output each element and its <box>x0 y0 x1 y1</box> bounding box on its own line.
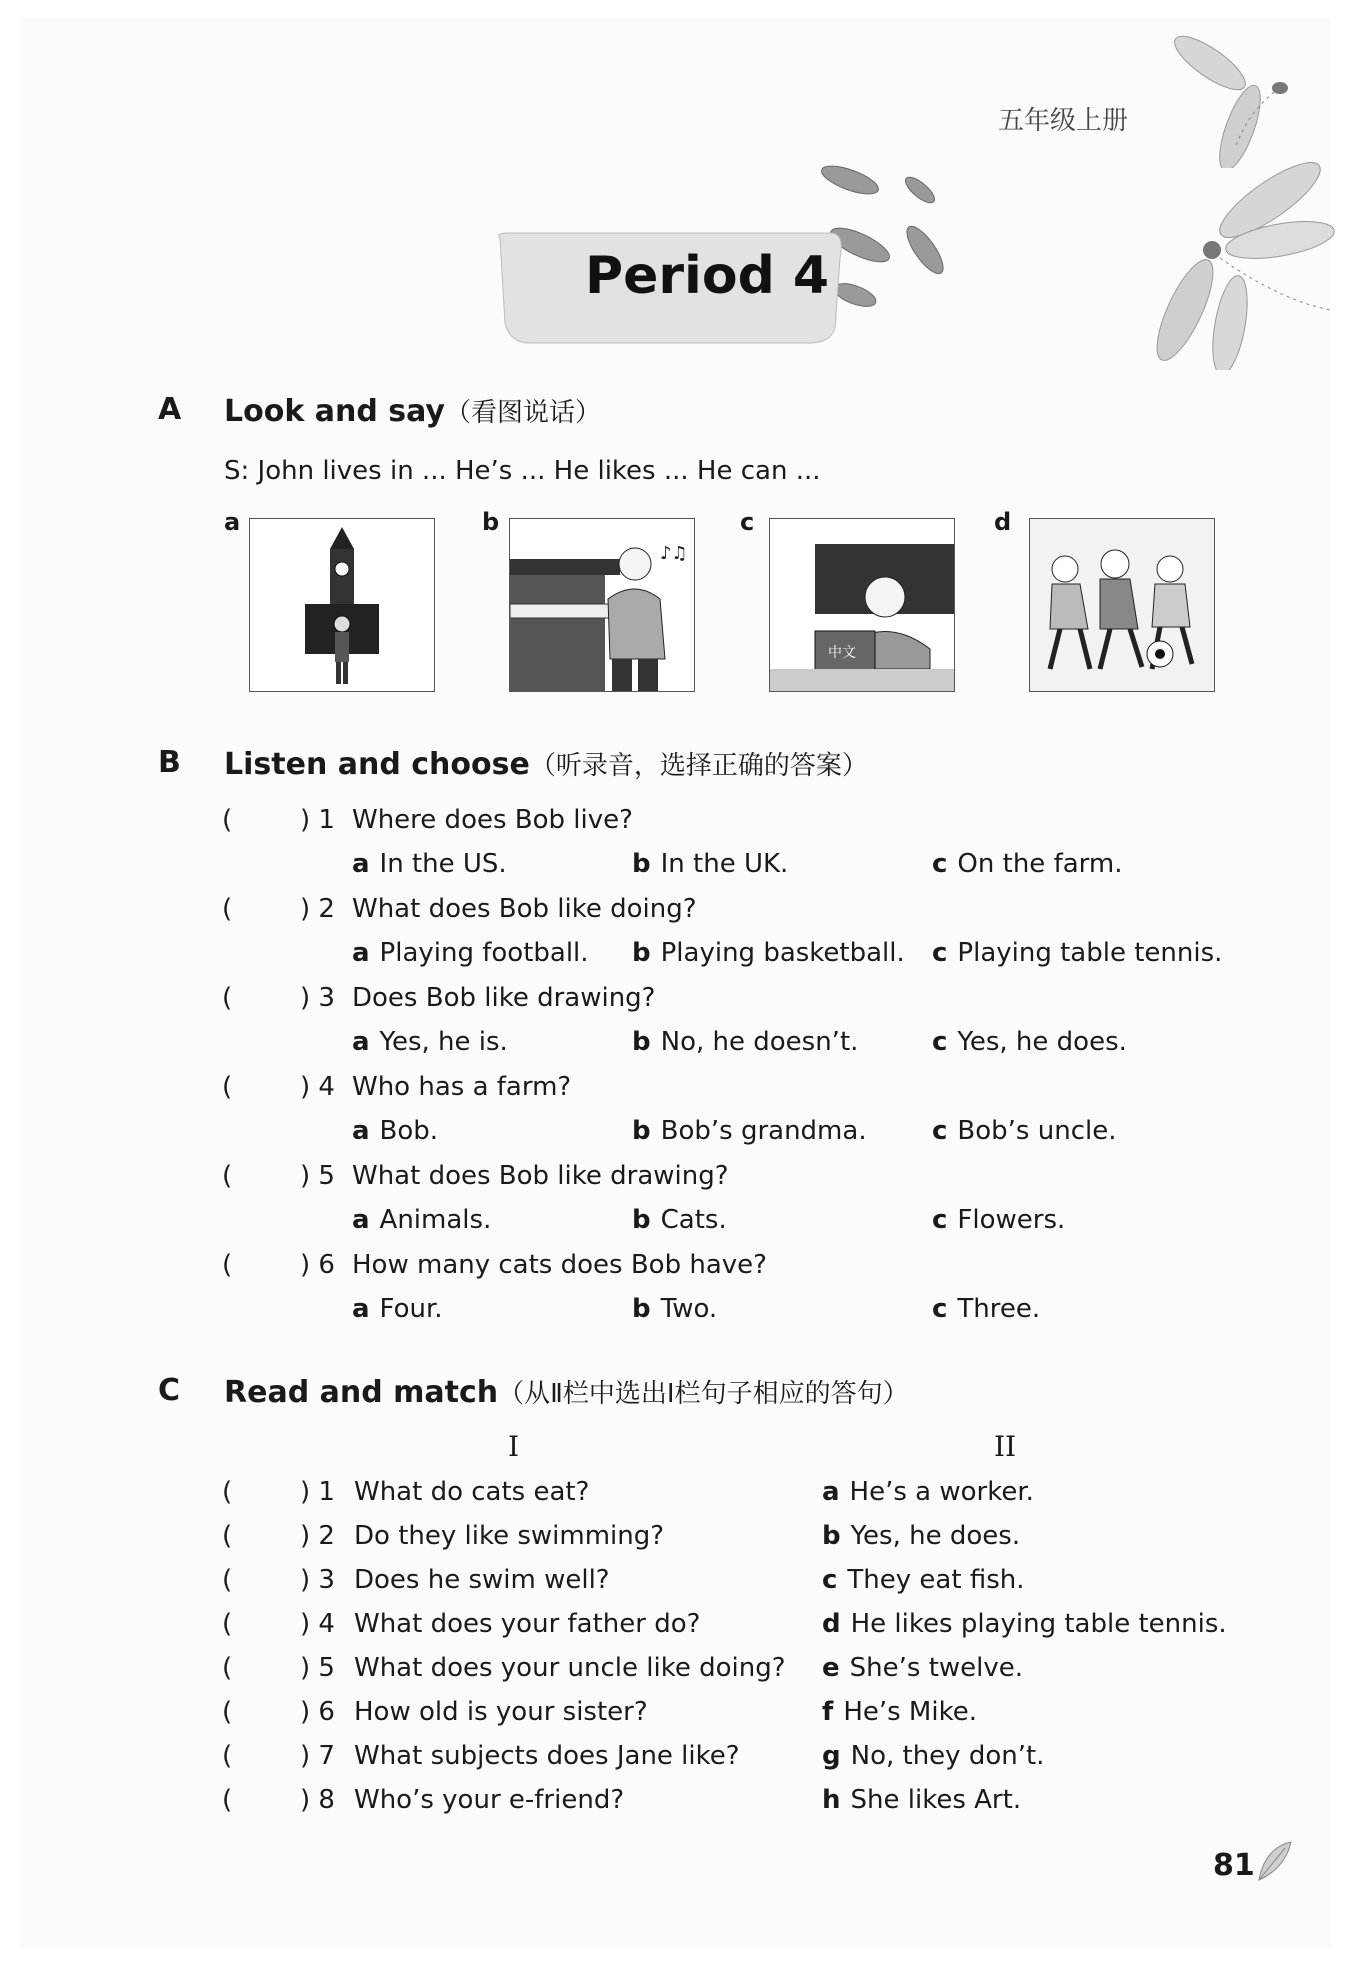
answer-blank[interactable]: ( <box>222 1521 233 1551</box>
page-title: Period 4 <box>585 246 830 306</box>
option-a: a Animals. <box>352 1205 492 1235</box>
picture-label: b <box>482 508 500 536</box>
question-text: Does Bob like drawing? <box>352 983 656 1013</box>
option-a: a Playing football. <box>352 938 589 968</box>
picture-label: c <box>740 508 755 536</box>
option-a: a In the US. <box>352 849 507 879</box>
question-text: What does your uncle like doing? <box>354 1653 786 1683</box>
question-number: ) 3 <box>300 1565 335 1595</box>
answer-blank[interactable]: ( <box>222 1741 233 1771</box>
question-text: Who has a farm? <box>352 1072 572 1102</box>
answer-blank[interactable]: ( <box>222 1609 233 1639</box>
question-number: ) 3 <box>300 983 335 1013</box>
question-number: ) 1 <box>300 1477 335 1507</box>
section-c-title: Read and match（从Ⅱ栏中选出Ⅰ栏句子相应的答句） <box>224 1375 909 1410</box>
answer-blank[interactable]: ( <box>222 983 233 1013</box>
answer-option: a He’s a worker. <box>822 1477 1034 1507</box>
answer-blank[interactable]: ( <box>222 894 233 924</box>
answer-blank[interactable]: ( <box>222 1072 233 1102</box>
section-c-letter: C <box>158 1373 181 1408</box>
big-ben-boy-picture <box>249 518 435 692</box>
option-c: c On the farm. <box>932 849 1123 879</box>
answer-option: b Yes, he does. <box>822 1521 1021 1551</box>
question-number: ) 5 <box>300 1161 335 1191</box>
picture-label: a <box>224 508 241 536</box>
picture-label: d <box>994 508 1012 536</box>
column-one-heading: I <box>508 1430 520 1463</box>
option-b: b Two. <box>632 1294 718 1324</box>
answer-blank[interactable]: ( <box>222 1161 233 1191</box>
option-c: c Playing table tennis. <box>932 938 1223 968</box>
section-a-prompt: S: John lives in ... He’s ... He likes ... He can ... <box>224 456 821 486</box>
svg-text:♪♫: ♪♫ <box>660 543 688 564</box>
section-b-title: Listen and choose（听录音，选择正确的答案） <box>224 747 868 782</box>
question-number: ) 6 <box>300 1697 335 1727</box>
question-number: ) 6 <box>300 1250 335 1280</box>
question-number: ) 8 <box>300 1785 335 1815</box>
column-two-heading: II <box>994 1430 1017 1463</box>
option-c: c Three. <box>932 1294 1041 1324</box>
question-text: What does your father do? <box>354 1609 701 1639</box>
answer-blank[interactable]: ( <box>222 805 233 835</box>
dragonfly-icon <box>1130 150 1340 370</box>
option-a: a Bob. <box>352 1116 439 1146</box>
answer-blank[interactable]: ( <box>222 1250 233 1280</box>
question-text: Where does Bob live? <box>352 805 633 835</box>
question-text: How old is your sister? <box>354 1697 648 1727</box>
section-a-letter: A <box>158 392 182 427</box>
question-text: Does he swim well? <box>354 1565 610 1595</box>
question-text: What does Bob like doing? <box>352 894 697 924</box>
section-b-letter: B <box>158 745 181 780</box>
answer-option: f He’s Mike. <box>822 1697 977 1727</box>
page-number: 81 <box>1213 1848 1255 1883</box>
answer-blank[interactable]: ( <box>222 1477 233 1507</box>
answer-blank[interactable]: ( <box>222 1653 233 1683</box>
option-a: a Yes, he is. <box>352 1027 508 1057</box>
option-c: c Yes, he does. <box>932 1027 1127 1057</box>
question-number: ) 2 <box>300 894 335 924</box>
answer-option: h She likes Art. <box>822 1785 1022 1815</box>
answer-option: e She’s twelve. <box>822 1653 1024 1683</box>
option-b: b Playing basketball. <box>632 938 905 968</box>
question-text: How many cats does Bob have? <box>352 1250 767 1280</box>
question-number: ) 4 <box>300 1609 335 1639</box>
option-c: c Flowers. <box>932 1205 1066 1235</box>
answer-blank[interactable]: ( <box>222 1785 233 1815</box>
option-b: b In the UK. <box>632 849 789 879</box>
question-number: ) 1 <box>300 805 335 835</box>
boys-playing-football-picture <box>1029 518 1215 692</box>
section-a-title: Look and say（看图说话） <box>224 394 602 429</box>
question-number: ) 5 <box>300 1653 335 1683</box>
answer-blank[interactable]: ( <box>222 1565 233 1595</box>
question-text: What does Bob like drawing? <box>352 1161 729 1191</box>
question-text: Do they like swimming? <box>354 1521 665 1551</box>
option-c: c Bob’s uncle. <box>932 1116 1117 1146</box>
dragonfly-icon <box>1140 18 1340 168</box>
option-b: b Cats. <box>632 1205 727 1235</box>
question-text: Who’s your e-friend? <box>354 1785 625 1815</box>
answer-option: g No, they don’t. <box>822 1741 1045 1771</box>
leaf-icon <box>1255 1838 1295 1884</box>
answer-option: c They eat fish. <box>822 1565 1025 1595</box>
svg-text:中文: 中文 <box>828 645 856 661</box>
boy-singing-piano-picture <box>509 518 695 692</box>
grade-label: 五年级上册 <box>998 106 1129 136</box>
answer-option: d He likes playing table tennis. <box>822 1609 1227 1639</box>
answer-blank[interactable]: ( <box>222 1697 233 1727</box>
question-text: What do cats eat? <box>354 1477 590 1507</box>
question-number: ) 4 <box>300 1072 335 1102</box>
question-number: ) 7 <box>300 1741 335 1771</box>
option-a: a Four. <box>352 1294 443 1324</box>
question-text: What subjects does Jane like? <box>354 1741 740 1771</box>
option-b: b Bob’s grandma. <box>632 1116 867 1146</box>
boy-reading-chinese-book-picture <box>769 518 955 692</box>
question-number: ) 2 <box>300 1521 335 1551</box>
option-b: b No, he doesn’t. <box>632 1027 859 1057</box>
